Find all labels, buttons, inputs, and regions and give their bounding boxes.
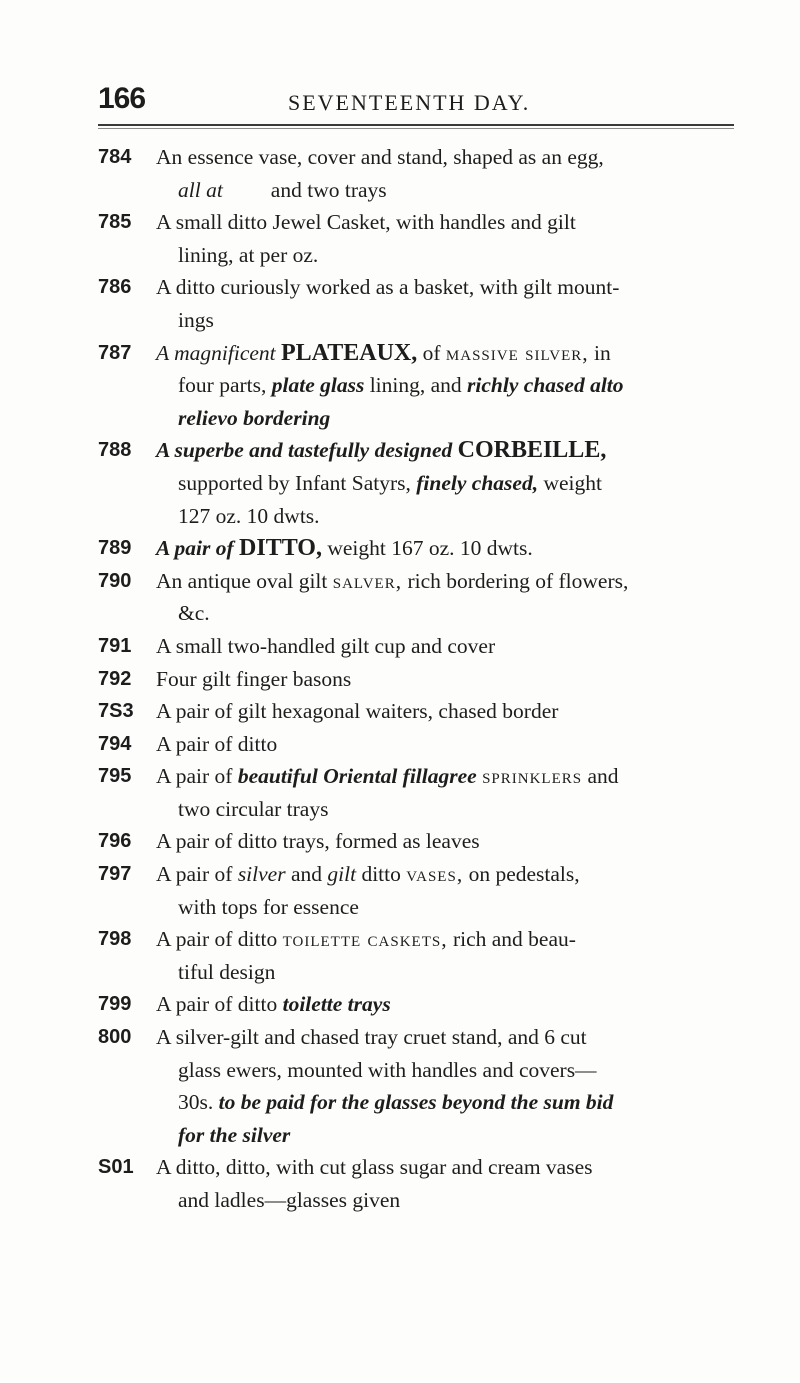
lot-795 <box>98 760 738 825</box>
lot-text: silver <box>237 862 286 887</box>
lot-text: in <box>594 340 611 365</box>
lot-798 <box>98 923 738 988</box>
lot-text: 127 oz. 10 dwts. <box>178 503 320 528</box>
lot-text: A pair of ditto trays, formed as leaves <box>156 829 480 854</box>
lot-text: toilette trays <box>282 992 391 1017</box>
lot-text: ings <box>178 307 214 332</box>
lot-796 <box>98 825 738 858</box>
lot-800 <box>98 1021 738 1151</box>
lot-text: relievo bordering <box>178 405 331 430</box>
lot-number: 795 <box>98 765 132 788</box>
lot-list <box>98 141 738 1217</box>
lot-number: 799 <box>98 993 132 1016</box>
lot-text: rich bordering of flowers, <box>407 568 629 593</box>
lot-text: on pedestals, <box>468 862 580 887</box>
lot-789 <box>98 532 738 565</box>
lot-text: toilette caskets, <box>282 927 448 952</box>
lot-text: salver, <box>332 568 403 593</box>
lot-title: DITTO, <box>239 535 322 562</box>
lot-text: finely chased, <box>416 470 539 495</box>
lot-number: 784 <box>98 146 132 168</box>
lot-787 <box>98 337 738 435</box>
lot-number: S01 <box>98 1156 134 1179</box>
lot-title: PLATEAUX, <box>281 339 418 366</box>
lot-text: A pair of <box>156 862 233 887</box>
lot-786 <box>98 271 738 336</box>
lot-text: for the silver <box>178 1122 291 1147</box>
lot-785 <box>98 206 738 271</box>
page-header <box>98 82 738 122</box>
lot-text: supported by Infant Satyrs, <box>178 470 411 495</box>
lot-text: A small ditto Jewel Casket, with handles and gilt <box>156 210 576 235</box>
lot-number: 786 <box>98 276 132 299</box>
header-rule-thin <box>98 128 734 129</box>
lot-text: sprinklers <box>482 764 583 789</box>
lot-text: A pair of ditto <box>156 731 278 756</box>
lot-text: to be paid for the glasses beyond the sum bid <box>218 1090 614 1115</box>
lot-text: A small two-handled gilt cup and cover <box>156 633 496 658</box>
lot-text: tiful design <box>178 959 276 984</box>
lot-number: 794 <box>98 732 132 755</box>
lot-text: weight <box>543 470 602 495</box>
lot-text: and two trays <box>270 177 387 202</box>
lot-text: A magnificent <box>156 340 276 365</box>
lot-text: A superbe and tastefully designed <box>156 438 453 463</box>
lot-790 <box>98 565 738 630</box>
lot-text: An antique oval gilt <box>156 568 328 593</box>
lot-text: &c. <box>178 601 210 626</box>
lot-text: with tops for essence <box>178 894 359 919</box>
lot-number: 785 <box>98 211 132 234</box>
lot-text: A pair of ditto <box>156 927 278 952</box>
lot-797 <box>98 858 738 923</box>
lot-788 <box>98 434 738 532</box>
lot-799 <box>98 988 738 1021</box>
lot-text: A ditto, ditto, with cut glass sugar and cream vases <box>156 1155 593 1180</box>
lot-791 <box>98 630 738 663</box>
lot-text: 30s. <box>178 1090 214 1115</box>
lot-number: 798 <box>98 928 132 951</box>
lot-number: 796 <box>98 830 132 853</box>
lot-text: two circular trays <box>178 796 329 821</box>
lot-number: 797 <box>98 863 132 886</box>
lot-784 <box>98 141 738 206</box>
lot-text: glass ewers, mounted with handles and covers— <box>178 1057 597 1082</box>
lot-text: plate glass <box>271 373 365 398</box>
running-title: SEVENTEENTH DAY. <box>288 90 531 115</box>
lot-text: An essence vase, cover and stand, shaped as an egg, <box>156 145 604 169</box>
lot-793 <box>98 695 738 728</box>
lot-text: vases, <box>406 862 464 887</box>
lot-text: and ladles—glasses given <box>178 1188 401 1212</box>
lot-text: ditto <box>361 862 401 887</box>
lot-text: A pair of gilt hexagonal waiters, chased border <box>156 699 559 724</box>
page-number: 166 <box>98 82 146 115</box>
lot-text: beautiful Oriental fillagree <box>237 764 477 789</box>
lot-title: CORBEILLE, <box>457 437 607 464</box>
lot-text: A pair of <box>156 536 234 561</box>
lot-text: rich and beau- <box>452 927 576 952</box>
lot-number: 788 <box>98 439 132 462</box>
lot-text: A pair of <box>156 764 233 789</box>
lot-text: lining, and <box>369 373 462 398</box>
lot-text: all at <box>178 177 223 202</box>
lot-text: weight 167 oz. 10 dwts. <box>327 536 533 561</box>
lot-792 <box>98 663 738 696</box>
lot-number: 7S3 <box>98 700 134 723</box>
lot-text: gilt <box>327 862 357 887</box>
lot-text: lining, at per oz. <box>178 242 319 267</box>
lot-number: 787 <box>98 341 132 364</box>
lot-text: and <box>290 862 323 887</box>
lot-text: massive silver, <box>445 340 589 365</box>
lot-text: A pair of ditto <box>156 992 278 1017</box>
lot-text: Four gilt finger basons <box>156 666 352 691</box>
lot-number: 791 <box>98 634 132 657</box>
lot-text: A silver-gilt and chased tray cruet stand, and 6 cut <box>156 1025 587 1050</box>
lot-text: richly chased alto <box>467 373 624 398</box>
lot-number: 789 <box>98 537 132 560</box>
lot-number: 800 <box>98 1026 132 1049</box>
header-rule <box>98 124 734 126</box>
lot-number: 790 <box>98 569 132 592</box>
lot-text: of <box>422 340 441 365</box>
lot-text: and <box>587 764 619 789</box>
lot-text: four parts, <box>178 373 267 398</box>
lot-number: 792 <box>98 667 132 690</box>
lot-794 <box>98 728 738 761</box>
lot-801 <box>98 1151 738 1216</box>
lot-text: A ditto curiously worked as a basket, with gilt mount- <box>156 275 620 300</box>
